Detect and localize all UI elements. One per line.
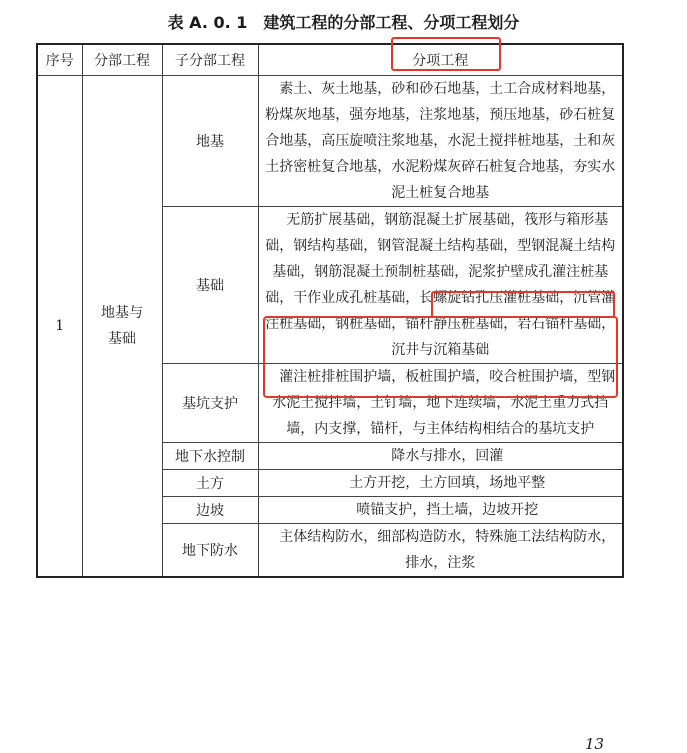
items-text: 无筋扩展基础，钢筋混凝土扩展基础，筏形与箱形基础，钢结构基础，钢管混凝土结构基础，型钢混凝土结构基础，钢筋混凝土预制桩基础，泥浆护壁成孔灌注桩基础，干作业成孔桩基础，长螺旋钻孔压灌桩基础，沉管灌注桩基础，钢桩基础，锚杆静压桩基础，岩石锚杆基础，沉井与沉箱基础 xyxy=(265,212,616,358)
header-highlight-box xyxy=(391,37,501,71)
subdivision-items xyxy=(258,76,623,207)
table-header-row xyxy=(37,44,623,76)
header-division: 分部工程 xyxy=(82,44,162,76)
items-text: 降水与排水，回灌 xyxy=(391,448,504,464)
table-row xyxy=(37,76,623,207)
subdivision-name: 地基 xyxy=(162,76,258,207)
subdivision-items xyxy=(258,497,623,524)
subdivision-items xyxy=(258,443,623,470)
subdivision-items xyxy=(258,470,623,497)
division-name-line2: 基础 xyxy=(108,331,136,347)
items-text: 素土、灰土地基，砂和砂石地基，土工合成材料地基，粉煤灰地基，强夯地基，注浆地基，预压地基，砂石桩复合地基，高压旋喷注浆地基，水泥土搅拌桩地基，土和灰土挤密桩复合地基，水泥粉煤灰碎石桩复合地基，夯实水泥土桩复合地基 xyxy=(265,81,616,201)
header-items: 分项工程 xyxy=(258,44,623,76)
subdivision-name: 基础 xyxy=(162,207,258,364)
division-name-line1: 地基与 xyxy=(101,305,143,321)
subdivision-name: 土方 xyxy=(162,470,258,497)
division-name xyxy=(82,76,162,578)
row-number: 1 xyxy=(37,76,82,578)
items-text: 灌注桩排桩围护墙，板桩围护墙，咬合桩围护墙，型钢水泥土搅拌墙，土钉墙，地下连续墙，水泥土重力式挡墙，内支撑，锚杆，与主体结构相结合的基坑支护 xyxy=(272,369,616,437)
subdivision-name: 边坡 xyxy=(162,497,258,524)
subdivision-name: 基坑支护 xyxy=(162,364,258,443)
items-text: 土方开挖，土方回填，场地平整 xyxy=(349,475,546,491)
subdivision-name: 地下水控制 xyxy=(162,443,258,470)
header-subdivision: 子分部工程 xyxy=(162,44,258,76)
subdivision-name: 地下防水 xyxy=(162,524,258,578)
precast-pile-highlight-box xyxy=(431,291,615,318)
pile-foundation-highlight-box xyxy=(263,316,618,398)
items-text: 主体结构防水，细部构造防水，特殊施工法结构防水，排水，注浆 xyxy=(279,529,616,571)
items-text: 喷锚支护，挡土墙，边坡开挖 xyxy=(356,502,539,518)
subdivision-items xyxy=(258,524,623,578)
page-number: 13 xyxy=(585,735,605,753)
table-title: 表 A. 0. 1 建筑工程的分部工程、分项工程划分 xyxy=(167,13,520,32)
header-no: 序号 xyxy=(37,44,82,76)
